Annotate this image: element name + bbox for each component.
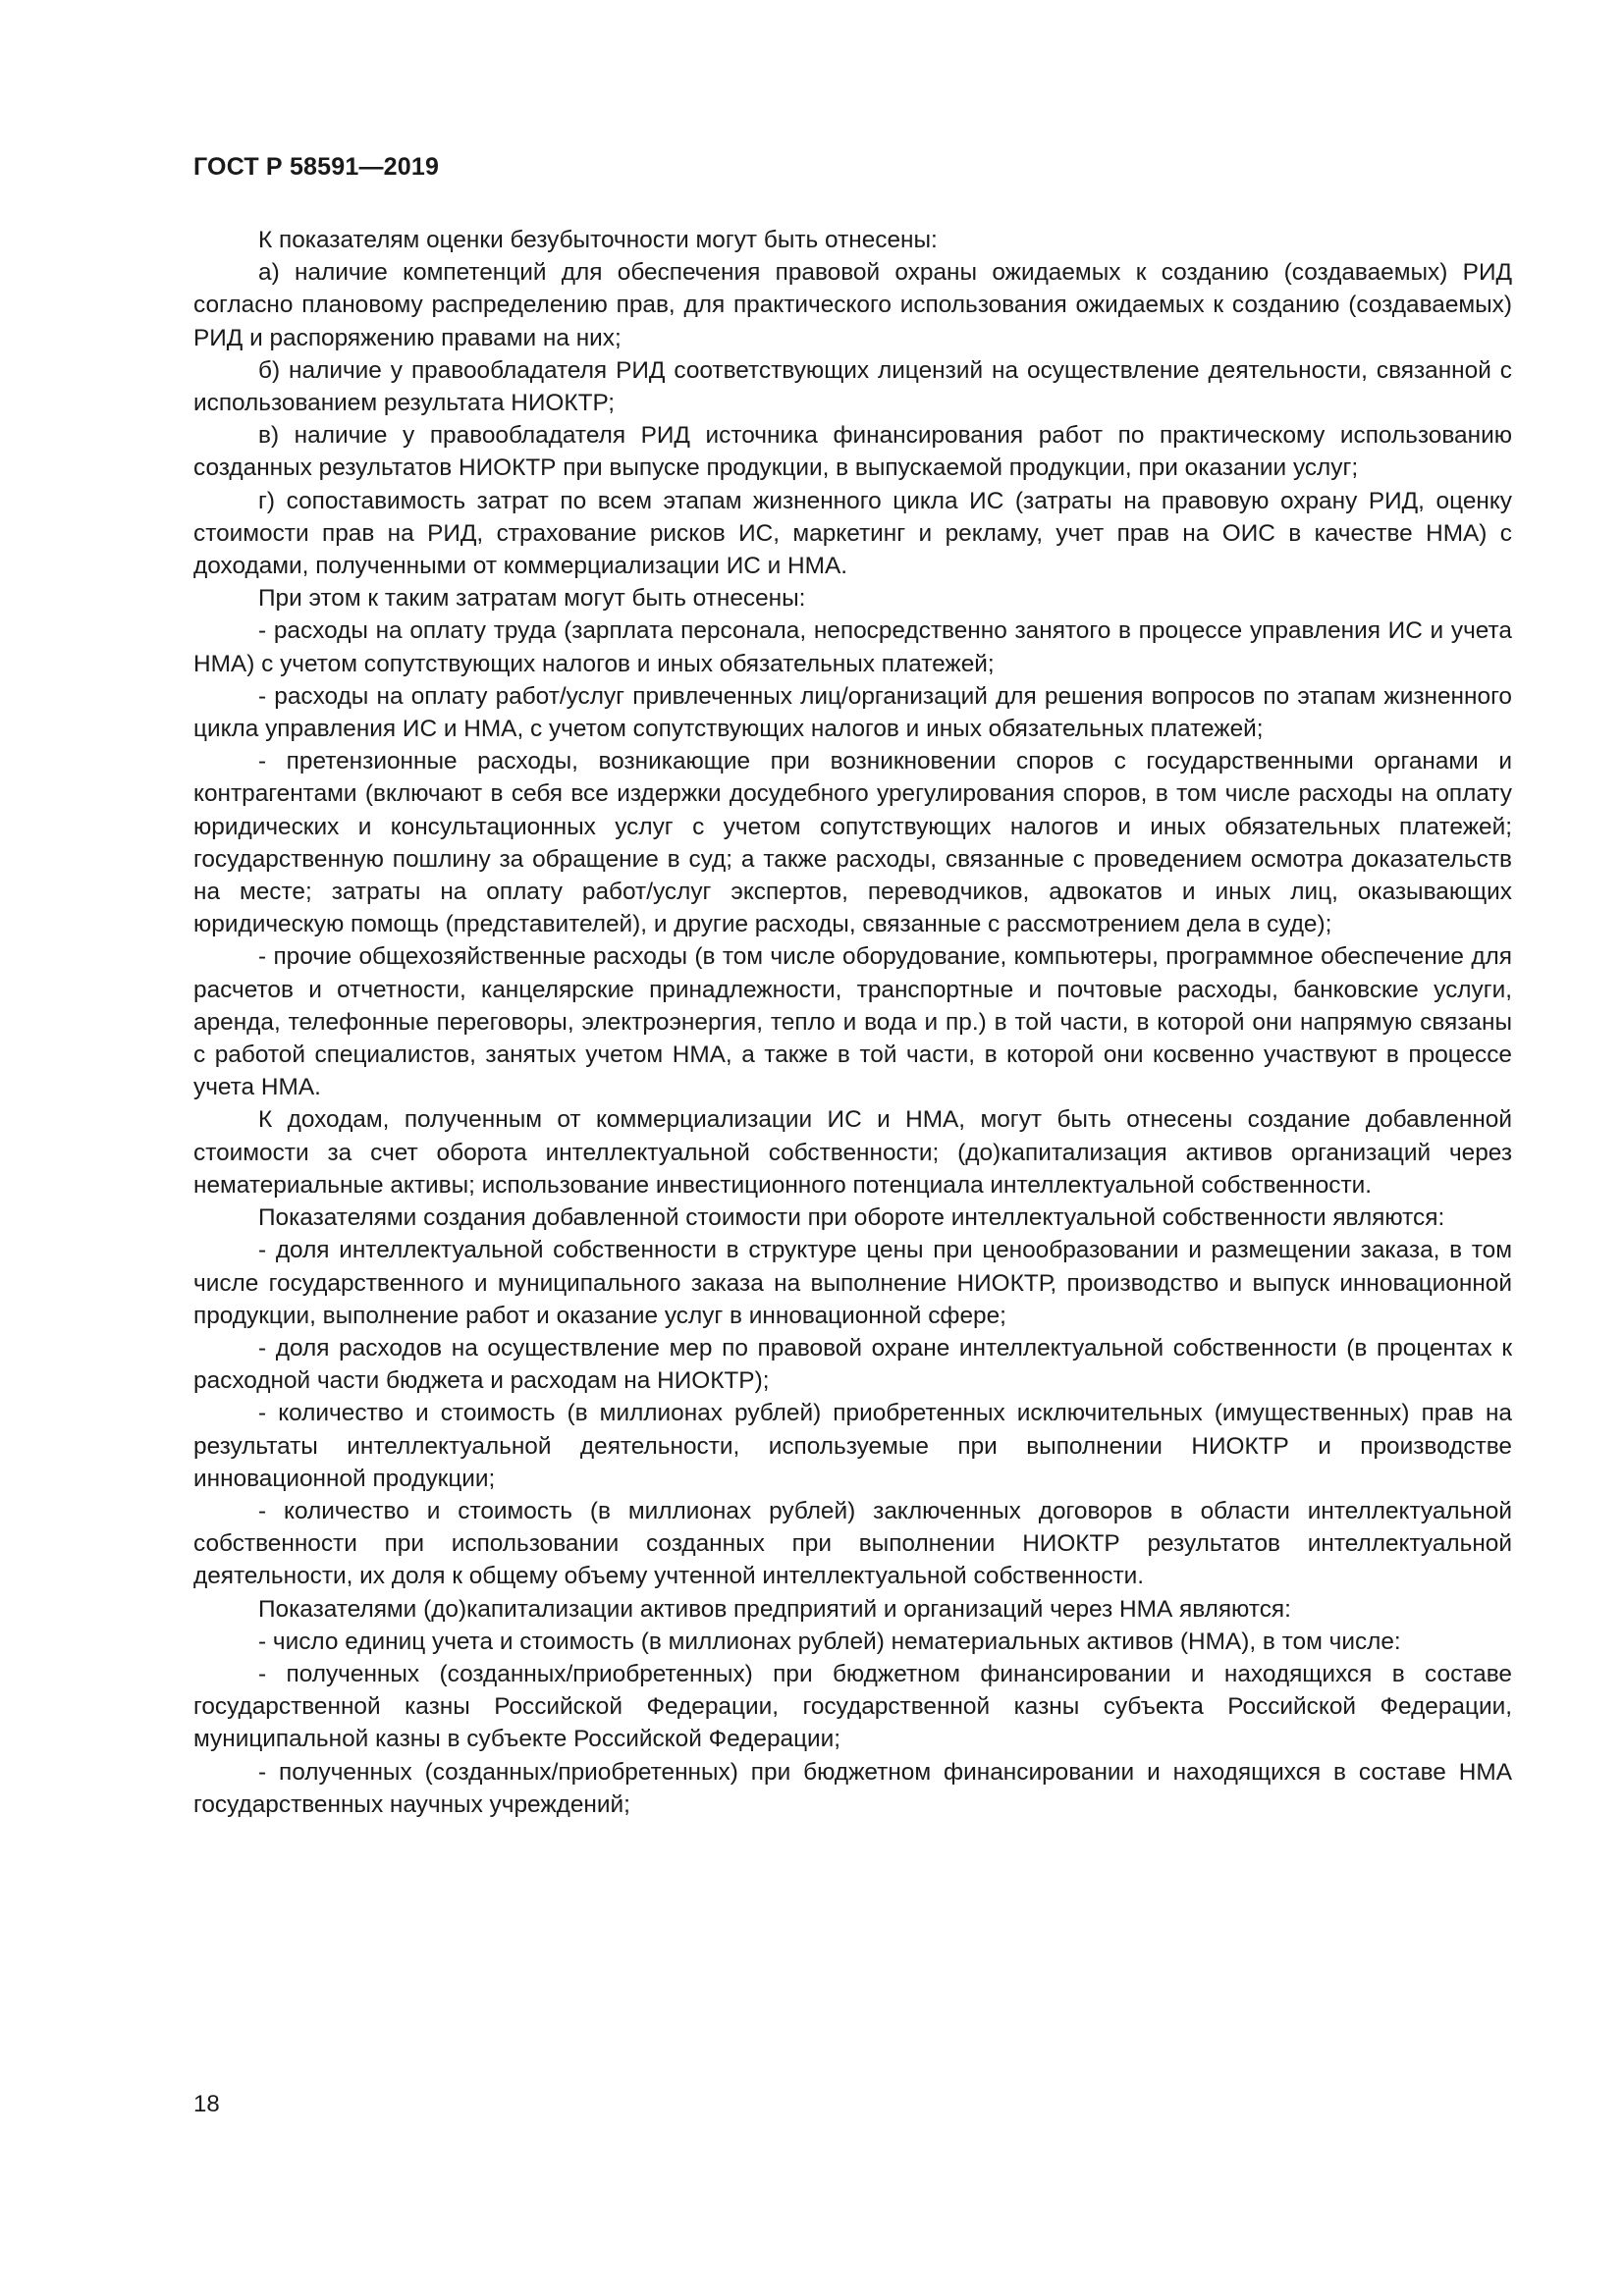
paragraph: - число единиц учета и стоимость (в миллионах рублей) нематериальных активов (НМА), в том числе: [258,1628,1401,1655]
paragraph: При этом к таким затратам могут быть отнесены: [258,585,806,613]
paragraph: - расходы на оплату труда (зарплата персонала, непосредственно занятого в процессе управления ИС и учета НМА) с учетом сопутствующих налогов и иных обязательных платежей; [193,617,1512,677]
paragraph: К доходам, полученным от коммерциализации ИС и НМА, могут быть отнесены создание добавленной стоимости за счет оборота интеллектуальной собственности; (до)капитализация активов организаций через нематериальные активы; использование инвестиционного потенциала интеллектуальной собственности. [193,1106,1512,1199]
paragraph: в) наличие у правообладателя РИД источника финансирования работ по практическому использованию созданных результатов НИОКТР при выпуске продукции, в выпускаемой продукции, при оказании услуг; [193,422,1512,482]
paragraph: - прочие общехозяйственные расходы (в том числе оборудование, компьютеры, программное обеспечение для расчетов и отчетности, канцелярские принадлежности, транспортные и почтовые расходы, банковские услуги, аренда, телефонные переговоры, электроэнергия, тепло и вода и пр.) в той части, в которой они напрямую связаны с работой специалистов, занятых учетом НМА, а также в той части, в которой они косвенно участвуют в процессе учета НМА. [193,943,1512,1101]
paragraph: - полученных (созданных/приобретенных) при бюджетном финансировании и находящихся в составе государственной казны Российской Федерации, государственной казны субъекта Российской Федерации, муниципальной казны в субъекте Российской Федерации; [193,1660,1512,1753]
paragraph: - расходы на оплату работ/услуг привлеченных лиц/организаций для решения вопросов по этапам жизненного цикла управления ИС и НМА, с учетом сопутствующих налогов и иных обязательных платежей; [193,682,1512,743]
paragraph: - доля расходов на осуществление мер по правовой охране интеллектуальной собственности (в процентах к расходной части бюджета и расходам на НИОКТР); [193,1334,1512,1395]
document-body [193,224,1512,1821]
paragraph: Показателями (до)капитализации активов предприятий и организаций через НМА являются: [258,1595,1291,1623]
paragraph: а) наличие компетенций для обеспечения правовой охраны ожидаемых к созданию (создаваемых) РИД согласно плановому распределению прав, для практического использования ожидаемых к созданию (создаваемых) РИД и распоряжению правами на них; [193,259,1512,351]
paragraph: К показателям оценки безубыточности могут быть отнесены: [258,227,938,253]
paragraph: - количество и стоимость (в миллионах рублей) приобретенных исключительных (имущественных) прав на результаты интеллектуальной деятельности, используемые при выполнении НИОКТР и производстве инновационной продукции; [193,1400,1512,1492]
paragraph: - полученных (созданных/приобретенных) при бюджетном финансировании и находящихся в составе НМА государственных научных учреждений; [193,1758,1512,1818]
paragraph: Показателями создания добавленной стоимости при обороте интеллектуальной собственности являются: [258,1204,1445,1232]
page-header-standard-code: ГОСТ Р 58591—2019 [193,153,440,181]
paragraph: г) сопоставимость затрат по всем этапам жизненного цикла ИС (затраты на правовую охрану РИД, оценку стоимости прав на РИД, страхование рисков ИС, маркетинг и рекламу, учет прав на ОИС в качестве НМА) с доходами, полученными от коммерциализации ИС и НМА. [193,487,1512,580]
page-number: 18 [193,2091,220,2117]
paragraph: - количество и стоимость (в миллионах рублей) заключенных договоров в области интеллектуальной собственности при использовании созданных при выполнении НИОКТР результатов интеллектуальной деятельности, их доля к общему объему учтенной интеллектуальной собственности. [193,1497,1512,1590]
paragraph: б) наличие у правообладателя РИД соответствующих лицензий на осуществление деятельности, связанной с использованием результата НИОКТР; [193,356,1512,417]
paragraph: - доля интеллектуальной собственности в структуре цены при ценообразовании и размещении заказа, в том числе государственного и муниципального заказа на выполнение НИОКТР, производство и выпуск инновационной продукции, выполнение работ и оказание услуг в инновационной сфере; [193,1237,1512,1329]
paragraph: - претензионные расходы, возникающие при возникновении споров с государственными органами и контрагентами (включают в себя все издержки досудебного урегулирования споров, в том числе расходы на оплату юридических и консультационных услуг с учетом сопутствующих налогов и иных обязательных платежей; государственную пошлину за обращение в суд; а также расходы, связанные с проведением осмотра доказательств на месте; затраты на оплату работ/услуг экспертов, переводчиков, адвокатов и иных лиц, оказывающих юридическую помощь (представителей), и другие расходы, связанные с рассмотрением дела в суде); [193,748,1512,938]
